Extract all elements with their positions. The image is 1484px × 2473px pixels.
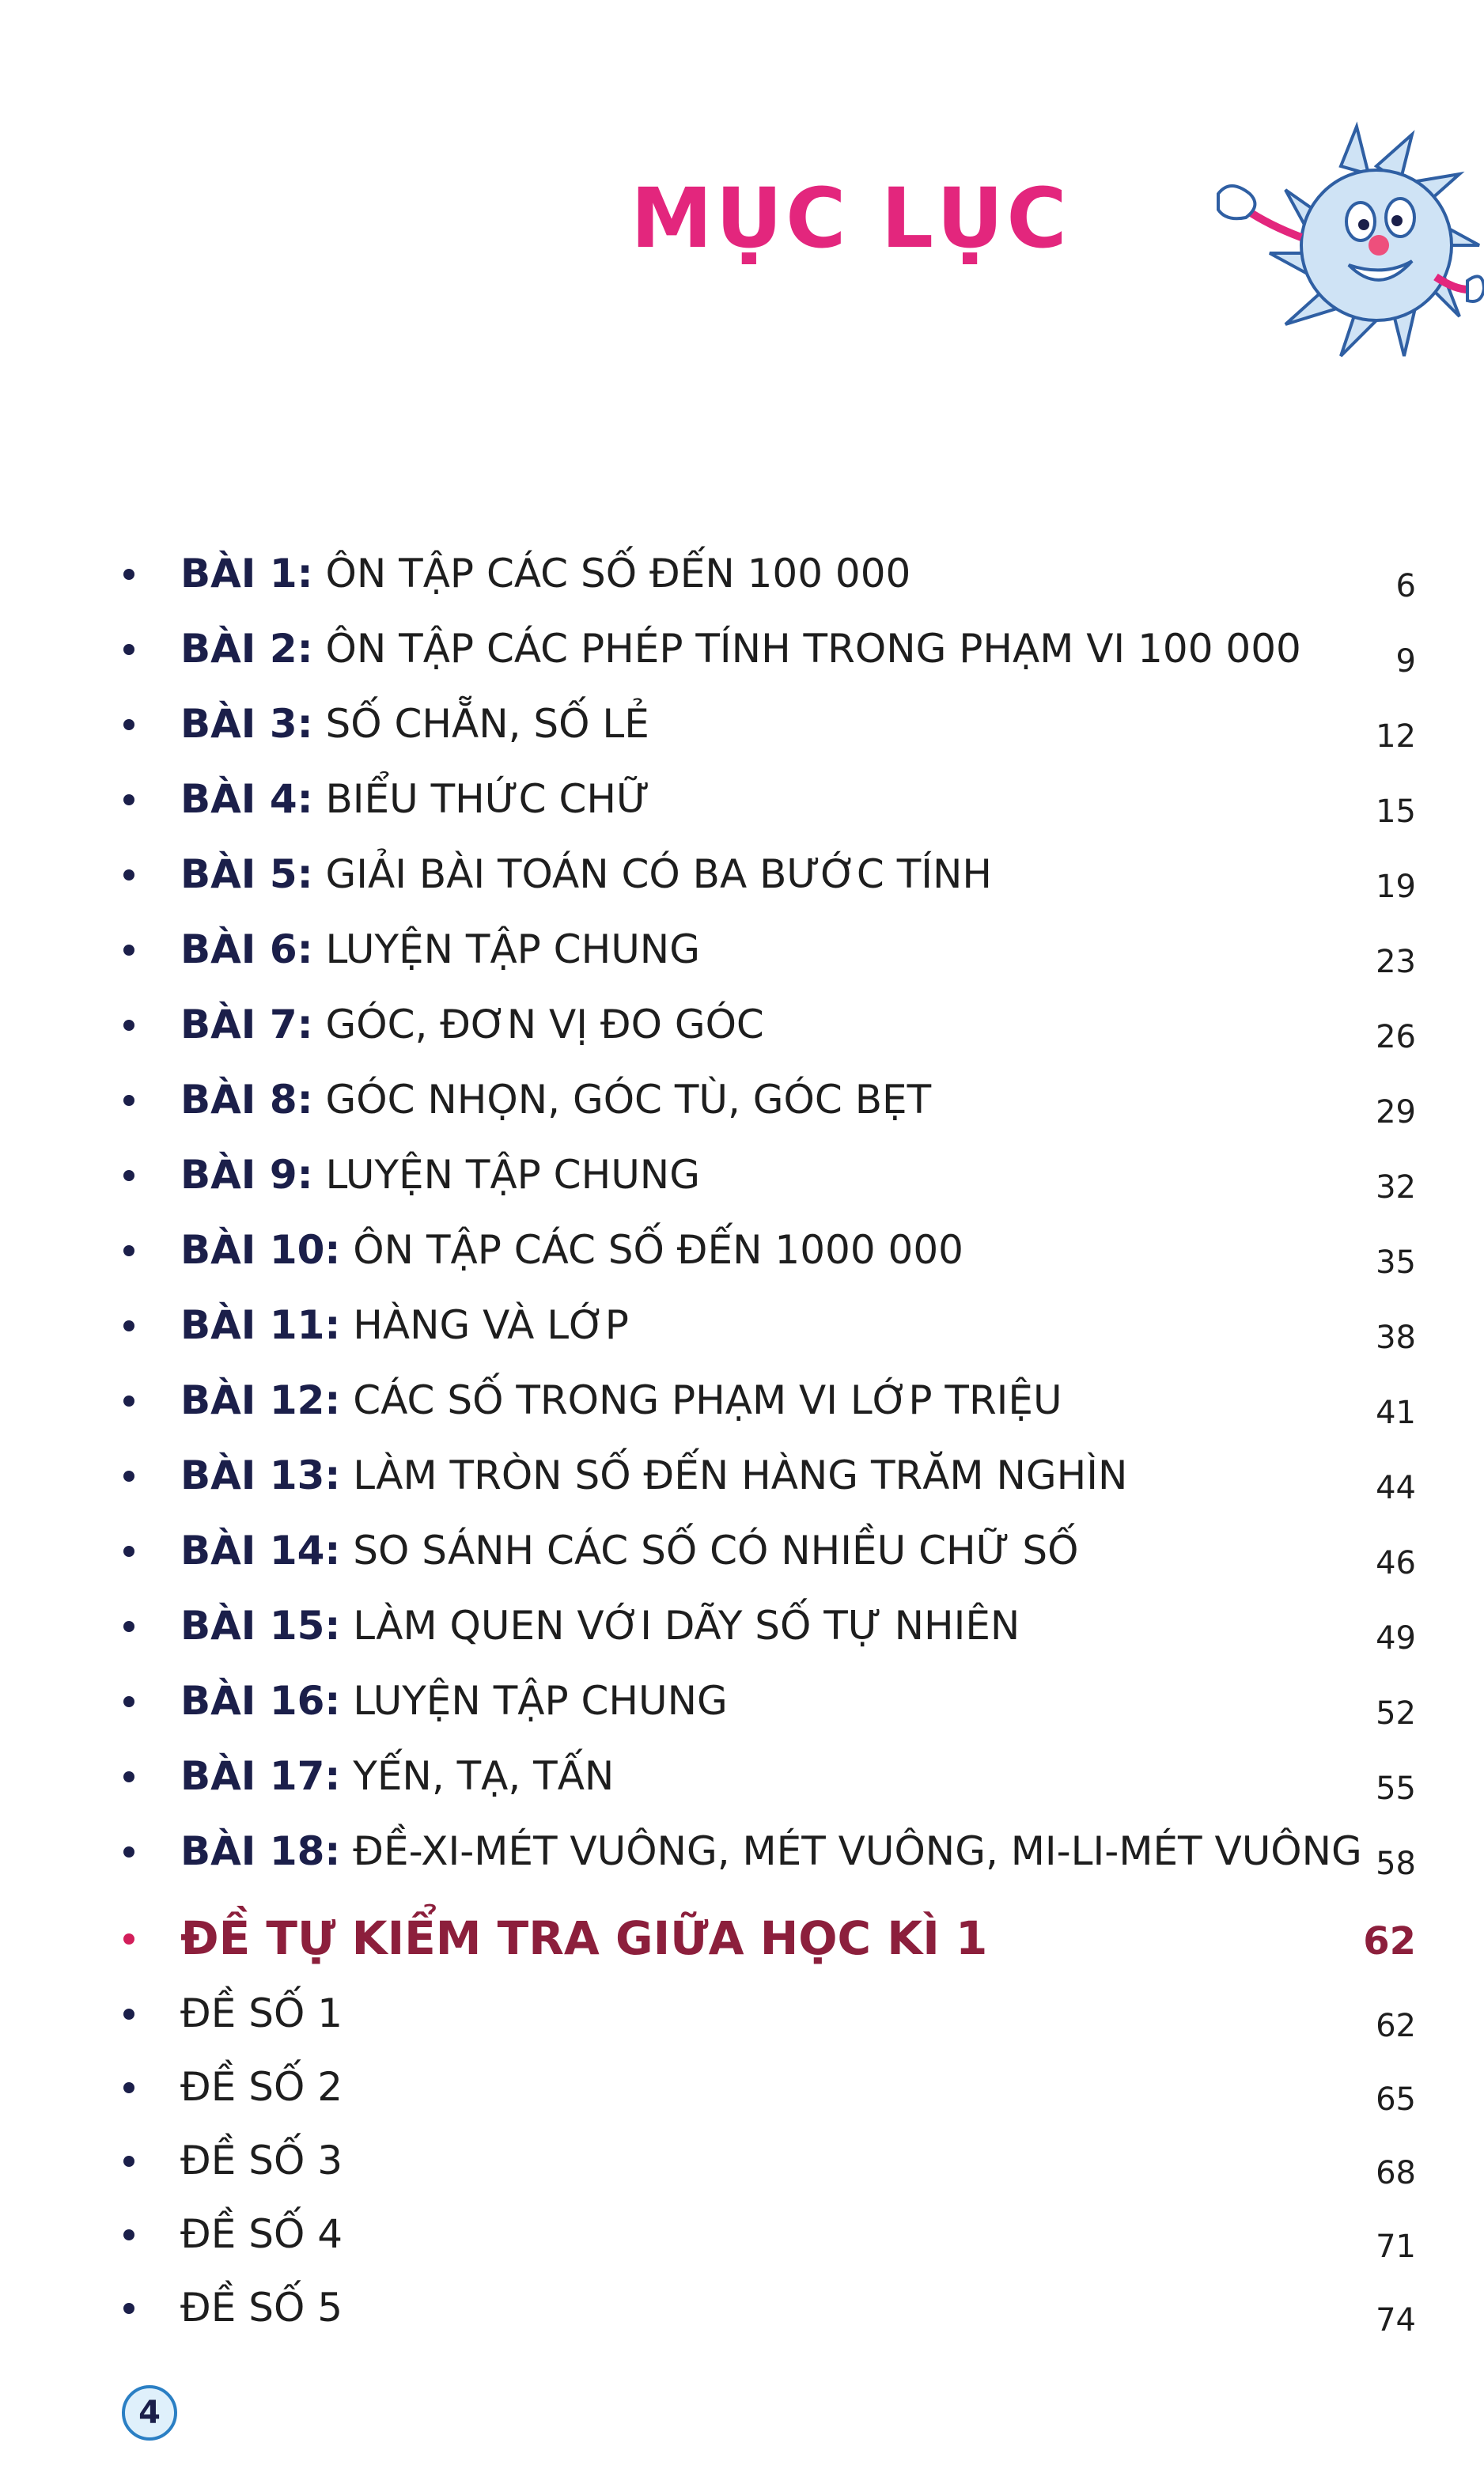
bullet-icon — [123, 569, 134, 580]
toc-item-lesson-10[interactable] — [119, 1218, 1416, 1282]
bullet-icon — [123, 1621, 134, 1632]
toc-item-lesson-17[interactable] — [119, 1744, 1416, 1808]
page-number: 9 — [1395, 643, 1416, 680]
toc-item-lesson-9[interactable] — [119, 1143, 1416, 1206]
lesson-title — [180, 1444, 1127, 1507]
lesson-text: ÔN TẬP CÁC SỐ ĐẾN 1000 000 — [340, 1227, 963, 1273]
lesson-title — [180, 993, 764, 1056]
bullet-icon — [123, 1696, 134, 1707]
bullet-icon — [123, 794, 134, 805]
toc-item-test-5[interactable] — [119, 2276, 1416, 2339]
lesson-label: BÀI 4: — [180, 776, 313, 822]
lesson-label: BÀI 16: — [180, 1678, 341, 1724]
page-number: 35 — [1376, 1244, 1416, 1281]
page-number: 19 — [1376, 869, 1416, 905]
toc-item-lesson-4[interactable] — [119, 767, 1416, 831]
test-title: ĐỀ SỐ 5 — [180, 2285, 343, 2331]
toc-item-lesson-7[interactable] — [119, 993, 1416, 1056]
lesson-text: LUYỆN TẬP CHUNG — [312, 926, 700, 972]
lesson-label: BÀI 6: — [180, 926, 313, 972]
lesson-label: BÀI 7: — [180, 1002, 313, 1047]
toc-item-lesson-11[interactable] — [119, 1293, 1416, 1357]
lesson-text: LUYỆN TẬP CHUNG — [312, 1152, 700, 1198]
lesson-title — [180, 692, 649, 756]
bullet-icon — [123, 1245, 134, 1256]
bullet-icon — [123, 1471, 134, 1482]
lesson-text: CÁC SỐ TRONG PHẠM VI LỚP TRIỆU — [340, 1377, 1062, 1423]
toc-item-lesson-12[interactable] — [119, 1369, 1416, 1432]
lesson-label: BÀI 14: — [180, 1528, 341, 1574]
bullet-icon — [123, 1170, 134, 1181]
bullet-icon — [123, 1396, 134, 1407]
lesson-text: LÀM QUEN VỚI DÃY SỐ TỰ NHIÊN — [340, 1603, 1020, 1649]
lesson-label: BÀI 11: — [180, 1302, 341, 1348]
toc-item-lesson-15[interactable] — [119, 1594, 1416, 1657]
toc-section-midterm-tests[interactable] — [119, 1907, 1416, 1970]
page-number: 74 — [1376, 2302, 1416, 2339]
page-number: 55 — [1376, 1770, 1416, 1807]
lesson-label: BÀI 10: — [180, 1227, 341, 1273]
lesson-title — [180, 1744, 614, 1808]
lesson-title — [180, 843, 992, 906]
toc-item-lesson-8[interactable] — [119, 1068, 1416, 1131]
lesson-label: BÀI 12: — [180, 1377, 341, 1423]
lesson-label: BÀI 17: — [180, 1753, 341, 1799]
test-title: ĐỀ SỐ 2 — [180, 2064, 343, 2110]
lesson-title — [180, 1669, 728, 1733]
toc-item-lesson-18[interactable] — [119, 1820, 1416, 1883]
lesson-text: LUYỆN TẬP CHUNG — [340, 1678, 728, 1724]
test-title: ĐỀ SỐ 3 — [180, 2138, 343, 2183]
toc-item-lesson-1[interactable] — [119, 542, 1416, 605]
lesson-title — [180, 1519, 1078, 1582]
lesson-title — [180, 1143, 700, 1206]
bullet-icon — [123, 945, 134, 956]
bullet-icon — [123, 1933, 134, 1945]
page-number: 71 — [1376, 2229, 1416, 2265]
test-title: ĐỀ SỐ 4 — [180, 2211, 343, 2257]
bullet-icon — [123, 1095, 134, 1106]
lesson-title — [180, 617, 1301, 680]
bullet-icon — [123, 719, 134, 730]
page-title: MỤC LỤC — [630, 170, 1070, 267]
bullet-icon — [123, 1846, 134, 1858]
lesson-title — [180, 1068, 931, 1131]
lesson-label: BÀI 5: — [180, 851, 313, 897]
lesson-label: BÀI 9: — [180, 1152, 313, 1198]
lesson-text: GIẢI BÀI TOÁN CÓ BA BƯỚC TÍNH — [312, 851, 993, 897]
lesson-text: HÀNG VÀ LỚP — [340, 1302, 629, 1348]
lesson-text: ÔN TẬP CÁC PHÉP TÍNH TRONG PHẠM VI 100 000 — [312, 626, 1301, 672]
lesson-label: BÀI 13: — [180, 1452, 341, 1498]
bullet-icon — [123, 1320, 134, 1331]
lesson-label: BÀI 3: — [180, 701, 313, 747]
page-number: 29 — [1376, 1094, 1416, 1130]
page-number: 46 — [1376, 1545, 1416, 1581]
page-number: 26 — [1376, 1019, 1416, 1055]
toc-item-test-2[interactable] — [119, 2055, 1416, 2119]
page-number: 44 — [1376, 1470, 1416, 1506]
lesson-text: ÔN TẬP CÁC SỐ ĐẾN 100 000 — [312, 551, 911, 596]
page-number-badge: 4 — [122, 2385, 177, 2441]
page-number: 58 — [1376, 1846, 1416, 1882]
lesson-label: BÀI 1: — [180, 551, 313, 596]
lesson-text: GÓC NHỌN, GÓC TÙ, GÓC BẸT — [312, 1077, 932, 1123]
lesson-label: BÀI 18: — [180, 1828, 341, 1874]
bullet-icon — [123, 2082, 134, 2093]
page-number: 15 — [1376, 793, 1416, 830]
page-number: 49 — [1376, 1620, 1416, 1657]
toc-item-lesson-5[interactable] — [119, 843, 1416, 906]
lesson-title — [180, 767, 650, 831]
toc-item-lesson-3[interactable] — [119, 692, 1416, 756]
page-number: 32 — [1376, 1169, 1416, 1206]
bullet-icon — [123, 1020, 134, 1031]
lesson-text: SỐ CHẴN, SỐ LẺ — [312, 701, 649, 747]
page-number: 38 — [1376, 1320, 1416, 1356]
toc-item-lesson-2[interactable] — [119, 617, 1416, 680]
page-number: 62 — [1376, 2008, 1416, 2044]
bullet-icon — [123, 1546, 134, 1557]
toc-item-lesson-13[interactable] — [119, 1444, 1416, 1507]
lesson-label: BÀI 2: — [180, 626, 313, 672]
lesson-label: BÀI 15: — [180, 1603, 341, 1649]
page-number: 23 — [1376, 944, 1416, 980]
lesson-title — [180, 1820, 1362, 1883]
bullet-icon — [123, 644, 134, 655]
bullet-icon — [123, 869, 134, 881]
bullet-icon — [123, 2009, 134, 2020]
toc-item-lesson-14[interactable] — [119, 1519, 1416, 1582]
toc-item-lesson-6[interactable] — [119, 918, 1416, 981]
lesson-title — [180, 918, 700, 981]
page-number: 6 — [1395, 568, 1416, 604]
lesson-title — [180, 1218, 963, 1282]
lesson-title — [180, 1369, 1062, 1432]
page-number: 62 — [1363, 1919, 1416, 1964]
page-number: 52 — [1376, 1695, 1416, 1732]
lesson-text: YẾN, TẠ, TẤN — [340, 1753, 615, 1799]
lesson-label: BÀI 8: — [180, 1077, 313, 1123]
lesson-text: SO SÁNH CÁC SỐ CÓ NHIỀU CHỮ SỐ — [340, 1528, 1079, 1574]
lesson-text: ĐỀ-XI-MÉT VUÔNG, MÉT VUÔNG, MI-LI-MÉT VUÔNG — [340, 1828, 1362, 1874]
page-number: 65 — [1376, 2081, 1416, 2118]
lesson-title — [180, 1293, 629, 1357]
page-number: 68 — [1376, 2155, 1416, 2191]
bullet-icon — [123, 1771, 134, 1782]
bullet-icon — [123, 2229, 134, 2240]
toc-item-test-1[interactable] — [119, 1982, 1416, 2045]
lesson-text: BIỂU THỨC CHỮ — [312, 776, 650, 822]
test-title: ĐỀ SỐ 1 — [180, 1990, 343, 2036]
bullet-icon — [123, 2156, 134, 2167]
page-number: 41 — [1376, 1395, 1416, 1431]
bullet-icon — [123, 2303, 134, 2314]
lesson-title — [180, 542, 910, 605]
lesson-text: LÀM TRÒN SỐ ĐẾN HÀNG TRĂM NGHÌN — [340, 1452, 1128, 1498]
toc-item-test-3[interactable] — [119, 2129, 1416, 2192]
page-number: 12 — [1376, 718, 1416, 755]
lesson-title — [180, 1594, 1020, 1657]
lesson-text: GÓC, ĐƠN VỊ ĐO GÓC — [312, 1002, 764, 1047]
toc-item-test-4[interactable] — [119, 2202, 1416, 2266]
section-title: ĐỀ TỰ KIỂM TRA GIỮA HỌC KÌ 1 — [180, 1911, 988, 1965]
toc-item-lesson-16[interactable] — [119, 1669, 1416, 1733]
